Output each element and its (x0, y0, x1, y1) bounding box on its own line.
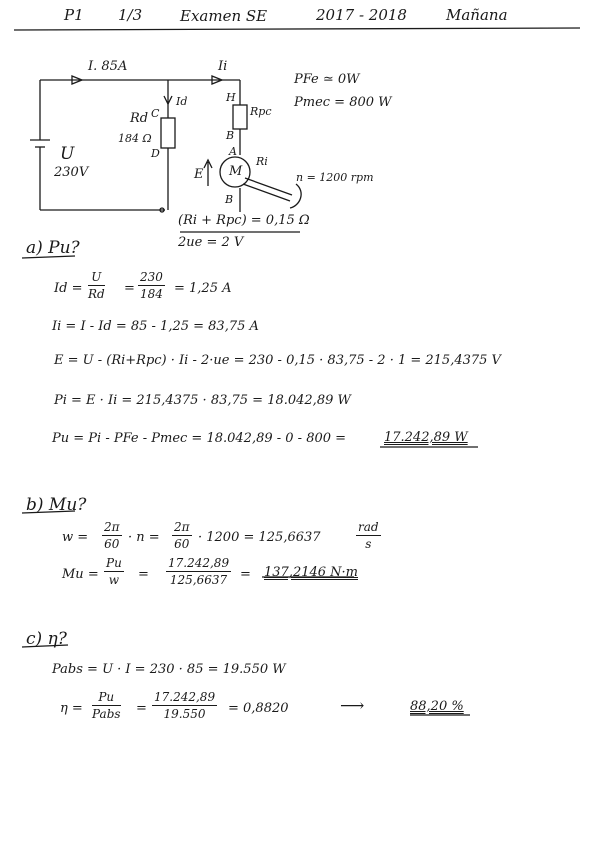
eta-fraction-1-num: Pu (92, 690, 121, 706)
resistance-note: (Ri + Rpc) = 0,15 Ω (178, 213, 310, 228)
pu-result: 17.242,89 W (384, 430, 468, 445)
w-lhs: w = (62, 530, 89, 545)
mu-fraction-2-den: 125,6637 (169, 573, 228, 587)
ri-label: Ri (256, 155, 268, 168)
eta-value: = 0,8820 (228, 701, 289, 716)
brush-note: 2ue = 2 V (178, 235, 244, 250)
exam-term: Mañana (446, 6, 508, 24)
section-a-title: a) Pu? (26, 238, 80, 258)
result-arrow: ⟶ (340, 696, 365, 716)
id-fraction-2 (138, 270, 165, 301)
w-fraction-1-num: 2π (104, 520, 120, 534)
problem-number: P1 (64, 6, 84, 24)
mu-lhs: Mu = (62, 567, 99, 582)
mu-equals-2: = (240, 567, 251, 582)
w-unit (356, 520, 381, 551)
w-fraction-1-den: 60 (104, 537, 120, 551)
rd-label: Rd (130, 111, 149, 126)
voltage-symbol: U (60, 144, 75, 164)
pu-equation: Pu = Pi - PFe - Pmec = 18.042,89 - 0 - 800 = (52, 431, 347, 446)
w-fraction-2 (172, 520, 192, 551)
id-lhs: Id = (54, 281, 83, 296)
pi-equation: Pi = E · Ii = 215,4375 · 83,75 = 18.042,89 W (54, 393, 351, 408)
rotation-arrow (290, 184, 301, 208)
w-fraction-2-den: 60 (174, 537, 190, 551)
w-mid: · n = (128, 530, 160, 545)
mu-fraction-2 (166, 556, 231, 587)
eta-result: 88,20 % (410, 699, 464, 714)
motor-shaft (243, 178, 292, 201)
pmec-line: Pmec = 800 W (294, 95, 392, 110)
speed-label: n = 1200 rpm (296, 171, 374, 184)
node-h-label: H (226, 91, 236, 104)
rpc-resistor (233, 105, 247, 129)
id-fraction-2-num: 230 (140, 270, 163, 284)
id-equals: = (124, 281, 135, 296)
mu-fraction-1 (104, 556, 124, 587)
eta-fraction-1-den: Pabs (92, 707, 121, 721)
w-fraction-2-num: 2π (174, 520, 190, 534)
id-label: Id (176, 95, 188, 108)
id-fraction-1 (88, 270, 105, 301)
voltage-value: 230V (54, 165, 89, 180)
rpc-label: Rpc (250, 105, 272, 118)
eta-lhs: η = (60, 701, 83, 716)
header-underline (14, 28, 580, 30)
w-unit-num: rad (358, 520, 379, 534)
id-fraction-1-den: Rd (88, 287, 105, 301)
mu-equals: = (138, 567, 149, 582)
ii-equation: Ii = I - Id = 85 - 1,25 = 83,75 A (52, 319, 259, 334)
rd-value: 184 Ω (118, 132, 152, 145)
emf-arrow (204, 160, 212, 186)
pfe-line: PFe ≃ 0W (294, 72, 360, 87)
exam-title: Examen SE (180, 7, 268, 25)
pabs-equation: Pabs = U · I = 230 · 85 = 19.550 W (52, 662, 286, 677)
w-rest: · 1200 = 125,6637 (198, 530, 321, 545)
eta-fraction-1 (92, 690, 121, 721)
eta-fraction-2-num: 17.242,89 (154, 690, 216, 704)
eta-fraction-2-den: 19.550 (163, 707, 206, 721)
id-result: = 1,25 A (174, 281, 232, 296)
node-a-label: A (229, 145, 237, 158)
exam-year: 2017 - 2018 (316, 6, 407, 24)
node-c-label: C (151, 107, 160, 120)
w-unit-den: s (365, 537, 372, 551)
section-c-title: c) η? (26, 629, 67, 649)
page-counter: 1/3 (118, 6, 143, 24)
node-b2-label: B (226, 129, 235, 142)
current-label: I. 85A (88, 59, 128, 74)
w-fraction-1 (102, 520, 122, 551)
node-d-label: D (151, 147, 160, 160)
id-fraction-1-num: U (88, 270, 105, 286)
rd-resistor (161, 118, 175, 148)
ii-label: Ii (218, 59, 228, 74)
motor-label: M (229, 164, 243, 179)
id-fraction-2-den: 184 (140, 287, 163, 301)
node-b-label: B (225, 193, 234, 206)
section-b-title: b) Mu? (26, 495, 87, 515)
emf-label: E (194, 167, 204, 182)
mu-fraction-1-num: Pu (106, 556, 122, 570)
mu-fraction-2-num: 17.242,89 (168, 556, 230, 570)
eta-fraction-2 (152, 690, 217, 721)
emf-equation: E = U - (Ri+Rpc) · Ii - 2·ue = 230 - 0,15 · 83,75 - 2 · 1 = 215,4375 V (54, 353, 501, 368)
mu-fraction-1-den: w (108, 573, 120, 587)
mu-result: 137,2146 N·m (264, 565, 358, 580)
eta-equals: = (136, 701, 147, 716)
